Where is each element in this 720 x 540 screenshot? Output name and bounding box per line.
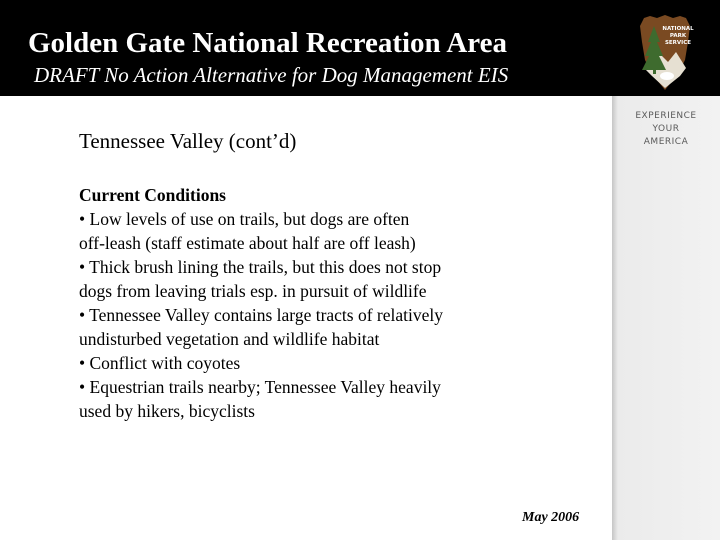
header-subtitle: DRAFT No Action Alternative for Dog Management EIS [34,63,509,87]
logo-text-line-2: PARK [669,33,687,39]
sidebar-line: EXPERIENCE [635,111,697,121]
experience-your-america-text [612,110,720,149]
nps-arrowhead-icon [630,12,700,92]
sidebar-line: YOUR [652,124,680,134]
body-line: • Equestrian trails nearby; Tennessee Valley heavily [79,377,441,397]
body-line: off-leash (staff estimate about half are off leash) [79,233,416,253]
body-heading: Current Conditions [79,185,226,205]
header-title: Golden Gate National Recreation Area [28,27,507,59]
bison-shape [660,72,674,80]
header-bar [0,0,720,96]
experience-sidebar [612,96,720,540]
body-line: • Thick brush lining the trails, but this does not stop [79,257,442,277]
body-line: dogs from leaving trials esp. in pursuit of wildlife [79,281,427,301]
sidebar-line: AMERICA [643,137,689,147]
body-line: undisturbed vegetation and wildlife habitat [79,329,380,349]
logo-text-line-1: NATIONAL [662,26,694,32]
body-line: used by hikers, bicyclists [79,401,255,421]
logo-text-line-3: SERVICE [664,40,692,46]
body-line: • Low levels of use on trails, but dogs are often [79,209,410,229]
tree-trunk [653,68,656,74]
footer-date: May 2006 [522,510,580,525]
slide-body [79,183,609,423]
slide-title: Tennessee Valley (cont’d) [79,129,297,153]
body-line: • Conflict with coyotes [79,353,241,373]
body-line: • Tennessee Valley contains large tracts of relatively [79,305,444,325]
